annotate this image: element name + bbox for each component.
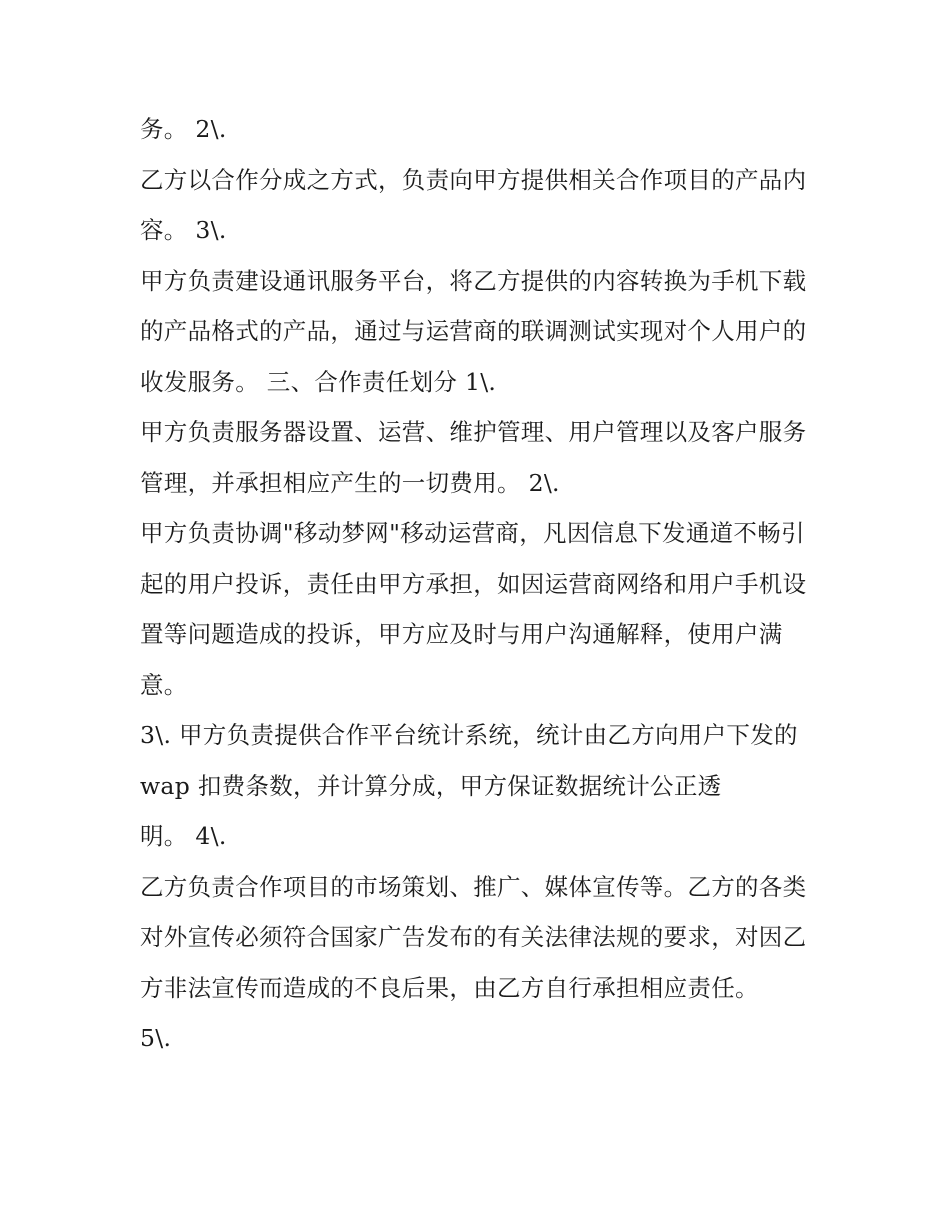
paragraph-7: 乙方负责合作项目的市场策划、推广、媒体宣传等。乙方的各类对外宣传必须符合国家广告发布的有关法律法规的要求，对因乙方非法宣传而造成的不良后果，由乙方自行承担相应责任。 — [140, 872, 807, 1002]
paragraph-8: 5\. — [140, 1024, 172, 1052]
paragraph-5: 甲方负责协调"移动梦网"移动运营商，凡因信息下发通道不畅引起的用户投诉，责任由甲方承担，如因运营商网络和用户手机设置等问题造成的投诉，甲方应及时与用户沟通解释，使用户满意。 — [140, 519, 807, 699]
paragraph-1: 务。 2\. — [140, 115, 227, 143]
paragraph-6: 3\. 甲方负责提供合作平台统计系统，统计由乙方向用户下发的 wap 扣费条数，并计算分成，甲方保证数据统计公正透 明。 4\. — [140, 721, 798, 850]
paragraph-3: 甲方负责建设通讯服务平台，将乙方提供的内容转换为手机下载的产品格式的产品，通过与运营商的联调测试实现对个人用户的收发服务。 三、合作责任划分 1\. — [140, 266, 807, 396]
paragraph-2: 乙方以合作分成之方式，负责向甲方提供相关合作项目的产品内容。 3\. — [140, 165, 807, 244]
document-body — [140, 104, 820, 1064]
paragraph-4: 甲方负责服务器设置、运营、维护管理、用户管理以及客户服务管理，并承担相应产生的一切费用。 2\. — [140, 418, 807, 497]
